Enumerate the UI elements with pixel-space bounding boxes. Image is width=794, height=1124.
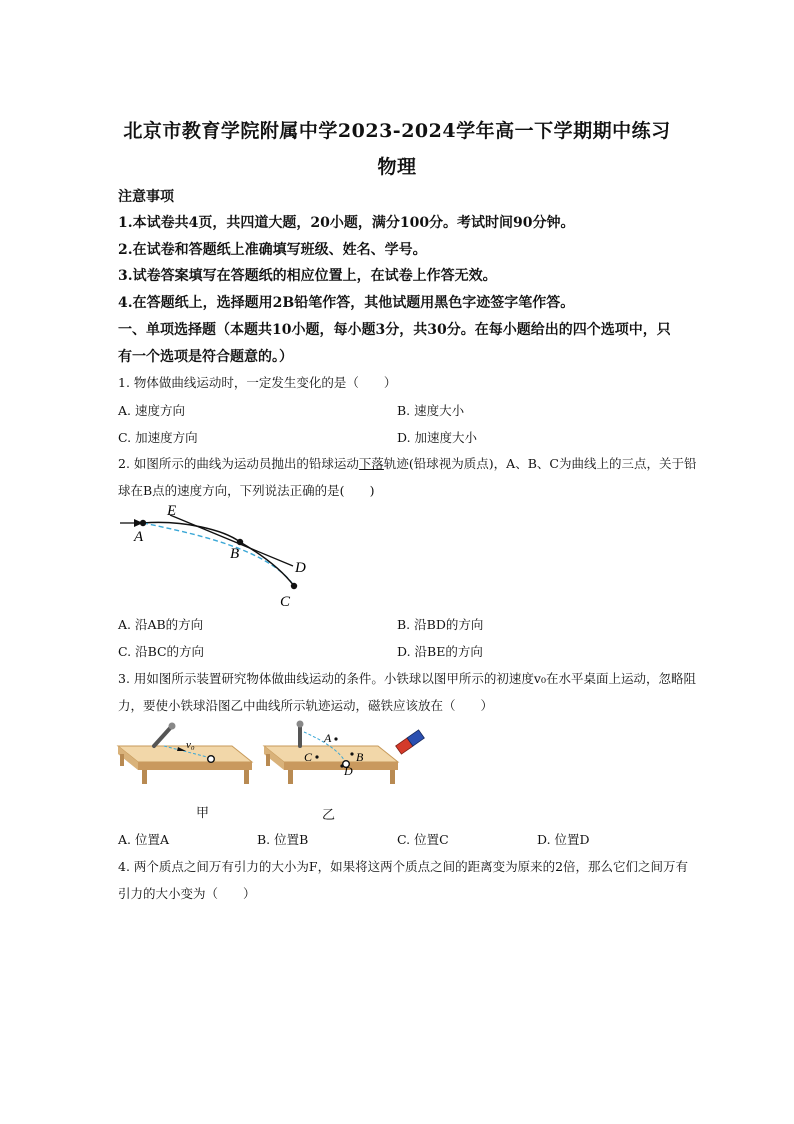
- q2-stem-line1: [118, 454, 696, 472]
- yi-point-a: [334, 737, 337, 740]
- q2-point-b: [237, 539, 243, 545]
- jia-table-leg-3: [120, 754, 124, 766]
- yi-label-d: D: [344, 764, 353, 778]
- yi-table-leg-1: [288, 770, 293, 784]
- yi-table-top: [264, 746, 398, 762]
- q2-option-a[interactable]: A. 沿AB的方向: [118, 617, 204, 632]
- q4-stem-line1: 4. 两个质点之间万有引力的大小为F，如果将这两个质点之间的距离变为原来的2倍，那么它们之间万有: [118, 859, 689, 874]
- q2-option-d[interactable]: D. 沿BE的方向: [397, 644, 483, 659]
- q3-stem-line2: 力，要使小铁球沿图乙中曲线所示轨迹运动，磁铁应该放在（ ）: [118, 698, 494, 713]
- q2-trajectory-figure: [112, 502, 322, 610]
- q1-stem: 1. 物体做曲线运动时，一定发生变化的是（ ）: [118, 375, 397, 390]
- jia-ball-start: [169, 723, 176, 730]
- q2-label-c: C: [280, 594, 291, 610]
- q2-stem-post: 轨迹(铅球视为质点)，A、B、C为曲线上的三点，关于铅: [383, 456, 697, 471]
- q2-stem-underlined: 下落: [358, 456, 384, 471]
- jia-v0-label: v₀: [186, 739, 195, 751]
- caption-yi: 乙: [322, 808, 336, 823]
- q3-stem-line1: 3. 用如图所示装置研究物体做曲线运动的条件。小铁球以图甲所示的初速度v₀在水平桌面上运动，忽略阻: [118, 671, 696, 686]
- q2-label-a: A: [134, 529, 144, 545]
- q1-option-c[interactable]: C. 加速度方向: [118, 430, 198, 445]
- q3-figure-yi: [262, 718, 442, 788]
- q1-option-a[interactable]: A. 速度方向: [118, 403, 185, 418]
- notice-item-4: 4.在答题纸上，选择题用2B铅笔作答，其他试题用黑色字迹签字笔作答。: [118, 295, 575, 311]
- q4-stem-line2: 引力的大小变为（ ）: [118, 886, 256, 901]
- section1-line1: 一、单项选择题（本题共10小题，每小题3分，共30分。在每小题给出的四个选项中，只: [118, 322, 671, 338]
- caption-jia: 甲: [196, 806, 210, 821]
- q3-option-c[interactable]: C. 位置C: [397, 832, 449, 847]
- yi-label-a: A: [324, 731, 332, 745]
- subject-title: 物理: [377, 156, 417, 178]
- yi-label-b: B: [356, 750, 364, 764]
- q2-label-d: D: [295, 560, 306, 576]
- notice-item-2: 2.在试卷和答题纸上准确填写班级、姓名、学号。: [118, 242, 427, 258]
- jia-table-leg-1: [142, 770, 147, 784]
- q2-trajectory-curve-lower: [240, 542, 294, 586]
- yi-ball-start: [297, 721, 304, 728]
- q1-option-b[interactable]: B. 速度大小: [397, 403, 465, 418]
- notice-heading: 注意事项: [118, 189, 174, 205]
- exam-title: 北京市教育学院附属中学2023-2024学年高一下学期期中练习: [123, 120, 671, 142]
- q2-stem-pre: 2. 如图所示的曲线为运动员抛出的铅球运动: [118, 456, 359, 471]
- magnet-icon: [396, 730, 425, 754]
- notice-item-3: 3.试卷答案填写在答题纸的相应位置上，在试卷上作答无效。: [118, 268, 497, 284]
- q2-option-c[interactable]: C. 沿BC的方向: [118, 644, 205, 659]
- q2-point-c: [291, 583, 297, 589]
- yi-label-c: C: [304, 750, 313, 764]
- yi-point-b: [350, 752, 353, 755]
- q2-point-a: [140, 520, 146, 526]
- q3-option-d[interactable]: D. 位置D: [537, 832, 590, 847]
- q3-figure-jia: [116, 718, 256, 788]
- jia-ramp: [154, 726, 172, 746]
- yi-table-leg-3: [266, 754, 270, 766]
- q2-option-b[interactable]: B. 沿BD的方向: [397, 617, 484, 632]
- q2-chord-dashed: [143, 523, 294, 586]
- q2-label-e: E: [167, 503, 177, 519]
- jia-ball: [208, 756, 215, 763]
- jia-table-front: [138, 762, 252, 770]
- jia-table-leg-2: [244, 770, 249, 784]
- q3-option-b[interactable]: B. 位置B: [257, 832, 309, 847]
- q2-stem-line2: 球在B点的速度方向，下列说法正确的是( ): [118, 483, 375, 498]
- notice-item-1: 1.本试卷共4页，共四道大题，20小题，满分100分。考试时间90分钟。: [118, 215, 575, 231]
- yi-point-c: [315, 755, 318, 758]
- q3-option-a[interactable]: A. 位置A: [118, 832, 170, 847]
- q2-trajectory-curve: [143, 522, 240, 542]
- q2-label-b: B: [230, 546, 240, 562]
- q1-option-d[interactable]: D. 加速度大小: [397, 430, 478, 445]
- jia-table-top: [118, 746, 252, 762]
- section1-line2: 有一个选项是符合题意的。）: [118, 349, 293, 365]
- yi-table-leg-2: [390, 770, 395, 784]
